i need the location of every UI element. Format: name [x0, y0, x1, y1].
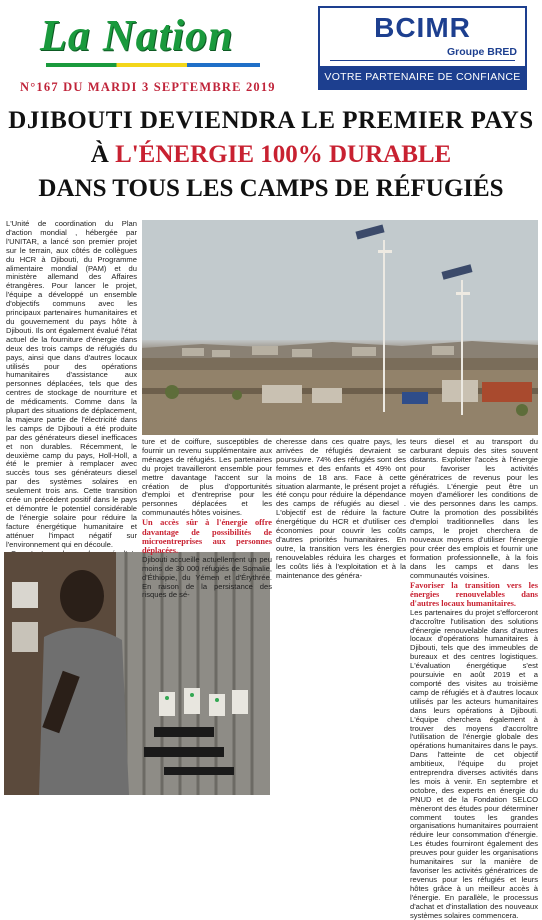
headline-line-2-prefix: À	[90, 141, 109, 168]
ad-group: Groupe BRED	[446, 46, 517, 58]
headline-line-3: DANS TOUS LES CAMPS DE RÉFUGIÉS	[38, 175, 504, 202]
ad-divider	[330, 60, 515, 61]
solar-camp-photo	[142, 220, 538, 435]
article-paragraph: ture et de coiffure, susceptibles de fournir un revenu supplémentaire aux ménages de réfugiés. Les partenaires du projet travailleront ensemble pour mettre davantage l'accent sur la création de plus d'opportunités d'emploi et d'entreprise pour les personnes déplacées et les communautés hôtes voisines.	[142, 437, 272, 518]
article-paragraph: L'Unité de coordination du Plan d'action mondial , hébergée par l'UNITAR, a lancé son premier projet sur le terrain, aux côtés de collègues du HCR à Djibouti, du Programme alimentaire mondial (PAM) et du ministère allemand des Affaires étrangères. Pour lancer le projet, l'équipe a développé un ensemble d'objectifs communs avec les principaux partenaires humanitaires et du gouvernement du pays hôte à Djibouti. Ils ont également évalué l'état actuel de la fourniture d'énergie dans deux des trois camps de réfugiés du pays, ainsi que dans d'autres locaux utilisés pour des opérations humanitaires d'assistance aux personnes déplacées, tels que des centres de stockage de nourriture et de médicaments. Comme dans la plupart des situations de déplacement, la majeure partie de l'électricité dans les camps de Djibouti a été produite par des générateurs diesel inefficaces et non durables. Récemment, le deuxième camp du pays, Holl-Holl, a été le premier à remplacer avec succès tous ses générateurs diesel par des systèmes solaires en seulement trois ans. Cette transition crée un précédent positif dans le pays et démontre le potentiel considérable de l'énergie solaire pour réduire la facture énergétique humanitaire et atténuer l'impact négatif sur l'environnement qui en découle.	[6, 219, 137, 549]
ad-tagline: VOTRE PARTENAIRE DE CONFIANCE	[320, 66, 525, 88]
article-column-1	[6, 220, 137, 550]
article-column-4	[410, 437, 538, 920]
article-column-2	[142, 437, 272, 600]
article-paragraph: teurs diesel et au transport du carburant depuis des sites souvent distants. Exploiter l'accès à l'énergie pour favoriser les activités génératrices de revenus pour les réfugiés. L'énergie peut être un moyen d'améliorer les conditions de vie des personnes dans les camps. Outre la promotion des possibilités d'emploi traditionnelles dans les camps, le projet cherchera de nouveaux moyens d'utiliser l'énergie pour créer des emplois et fournir une formation professionnelle, à la fois dans les camps et dans les communautés voisines.	[410, 437, 538, 580]
article-paragraph: Djibouti accueille actuellement un peu moins de 30 000 réfugiés de Somalie, d'Éthiopie, du Yémen et d'Érythrée. En raison de la persistance des risques de sé-	[142, 554, 272, 600]
headline-accent: L'ÉNERGIE 100% DURABLE	[115, 141, 452, 168]
bank-advertisement[interactable]	[318, 6, 527, 90]
issue-line: N°167 DU MARDI 3 SEPTEMBRE 2019	[20, 80, 276, 94]
article-paragraph: Les partenaires du projet s'efforceront d'accroître l'utilisation des solutions d'énergie renouvelable dans d'autres locaux d'opérations humanitaires à Djibouti, tels que des immeubles de bureaux et des centres logistiques. L'évaluation énergétique s'est poursuivie en août 2019 et a comporté des visites au troisième camp de réfugiés et à d'autres locaux utilisés par les acteurs humanitaires dans leurs opérations à Djibouti. L'équipe cherchera également à trouver des moyens d'accroître l'utilisation de l'énergie globale des opérations humanitaires dans le pays. Dans l'atteinte de cet objectif ambitieux, l'équipe du projet entreprendra diverses activités dans les mois à venir. En septembre et octobre, des experts en énergie du PNUD et de la Fondation SELCO mèneront des études pour déterminer comment toutes les grandes organisations humanitaires pourraient réduire leur consommation d'énergie. Les études fourniront également des preuves pour guider les organisations humanitaires sur la manière de favoriser les activités génératrices de revenus pour les réfugiés et leurs hôtes grâce à un meilleur accès à l'énergie. En parallèle, le processus d'achat et d'installation des nouveaux systèmes solaires commencera.	[410, 607, 538, 920]
subheading-humanitarian-premises: Favoriser la transition vers les énergies renouvelables dans d'autres locaux humanitaires.	[410, 580, 538, 609]
article-column-3	[276, 437, 406, 580]
subheading-microenterprises: Un accès sûr à l'énergie offre davantage de possibilités de microentreprises aux personnes déplacées.	[142, 518, 272, 556]
headline-line-2	[0, 140, 542, 170]
article-paragraph: cheresse dans ces quatre pays, les arrivées de réfugiés devraient se poursuivre. 74% des réfugiés sont des femmes et des enfants et 49% ont moins de 18 ans. Face à cette situation alarmante, le présent projet a été conçu pour réduire la dépendance des camps de réfugiés au diesel . L'objectif est de réduire la facture énergétique du HCR et d'utiliser ces économies pour couvrir les coûts d'autres priorités humanitaires. En outre, la transition vers les énergies renouvelables réduira les charges et les coûts liés à l'exploitation et à la maintenance des généra-	[276, 437, 406, 580]
solar-camp-illustration	[142, 220, 538, 435]
logo-color-stripe	[46, 63, 260, 67]
logo-wordmark: La Nation	[40, 11, 234, 60]
headline-line-1: DJIBOUTI DEVIENDRA LE PREMIER PAYS	[8, 107, 534, 134]
ad-brand: BCIMR	[374, 12, 471, 43]
newspaper-logo	[40, 8, 265, 70]
